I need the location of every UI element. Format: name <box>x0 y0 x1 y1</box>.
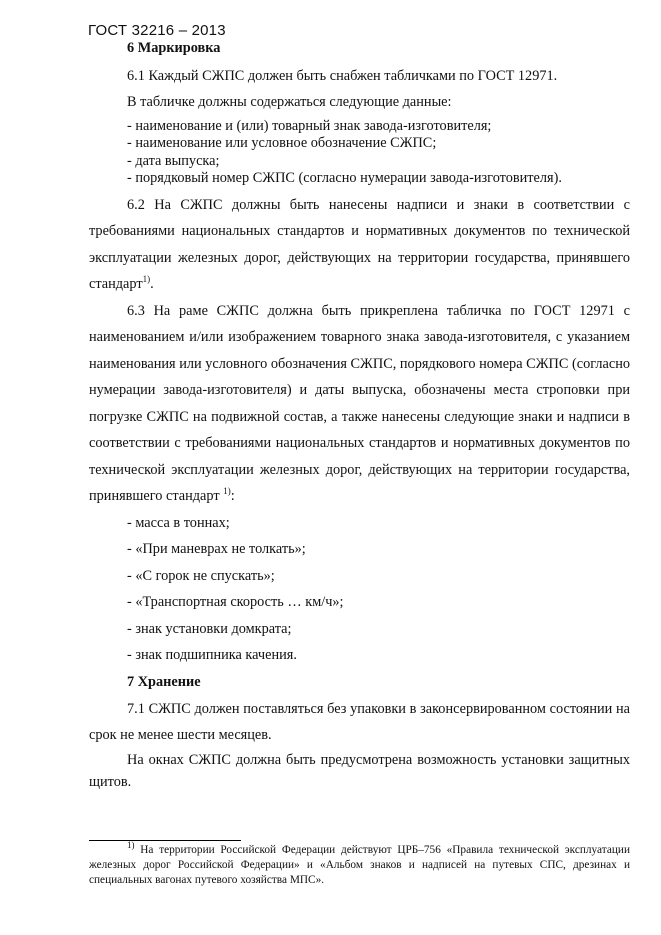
list-item: - наименование или условное обозначение СЖПС; <box>127 135 437 151</box>
paragraph-6-3-text: 6.3 На раме СЖПС должна быть прикреплена табличка по ГОСТ 12971 с наименованием и/или изображением товарного знака завода-изготовителя, с указанием наименования или условного обозначения СЖПС, порядкового номера СЖПС (согласно нумерации завода-изготовителя) и даты выпуска, обозначены места строповки при погрузке СЖПС на подвижной состав, а также нанесены следующие знаки и надписи в соответствии с требованиями национальных стандартов и нормативных документов по технической эксплуатации железных дорог, действующих на территории государства, принявшего стандарт <box>89 302 630 504</box>
list-item: - знак установки домкрата; <box>127 620 292 637</box>
footnote-marker: 1) <box>127 840 135 851</box>
list-item: - знак подшипника качения. <box>127 647 297 664</box>
document-body <box>89 40 630 793</box>
paragraph-6-1-b: В табличке должны содержаться следующие данные: <box>127 94 452 110</box>
list-item: - дата выпуска; <box>127 152 220 169</box>
footnote-text: На территории Российской Федерации действуют ЦРБ–756 «Правила технической эксплуатации железных дорог Российской Федерации» и «Альбом знаков и надписей на путевых СПС, дрезинах и специальных вагонах путевого хозяйства МПС». <box>89 844 630 886</box>
paragraph-6-2-text: 6.2 На СЖПС должны быть нанесены надписи и знаки в соответствии с требованиями национальных стандартов и нормативных документов по технической эксплуатации железных дорог, действующих на территории государства, принявшего стандарт <box>89 196 630 292</box>
paragraph-7-1: 7.1 СЖПС должен поставляться без упаковки в законсервированном состоянии на срок не менее шести месяцев. <box>89 700 630 744</box>
list-item: - порядковый номер СЖПС (согласно нумерации завода-изготовителя). <box>127 170 562 186</box>
footnote-divider <box>89 840 241 841</box>
document-header-id: ГОСТ 32216 – 2013 <box>88 22 226 39</box>
list-item: - наименование и (или) товарный знак завода-изготовителя; <box>127 117 492 134</box>
list-item: - масса в тоннах; <box>127 514 230 531</box>
section-6-heading: 6 Маркировка <box>127 40 221 56</box>
section-7-heading: 7 Хранение <box>127 674 201 691</box>
paragraph-6-1: 6.1 Каждый СЖПС должен быть снабжен табличками по ГОСТ 12971. <box>127 67 558 84</box>
paragraph-6-3-end: : <box>230 488 235 504</box>
paragraph-7-1-b: На окнах СЖПС должна быть предусмотрена возможность установки защитных щитов. <box>89 751 630 790</box>
list-item: - «С горок не спускать»; <box>127 567 275 584</box>
footnote <box>89 840 630 888</box>
paragraph-6-3 <box>89 298 630 510</box>
list-6-1 <box>89 118 630 188</box>
list-item: - «При маневрах не толкать»; <box>127 541 306 558</box>
footnote-ref: 1) <box>223 486 231 497</box>
list-item: - «Транспортная скорость … км/ч»; <box>127 594 344 611</box>
footnote-ref: 1) <box>142 274 151 285</box>
list-6-3 <box>127 510 630 670</box>
paragraph-6-2: 6.2 На СЖПС должны быть нанесены надписи и знаки в соответствии с требованиями национальных стандартов и нормативных документов по технической эксплуатации железных дорог, действующих на территории государства, принявшего стандарт$^{1)}$. <box>89 196 630 292</box>
